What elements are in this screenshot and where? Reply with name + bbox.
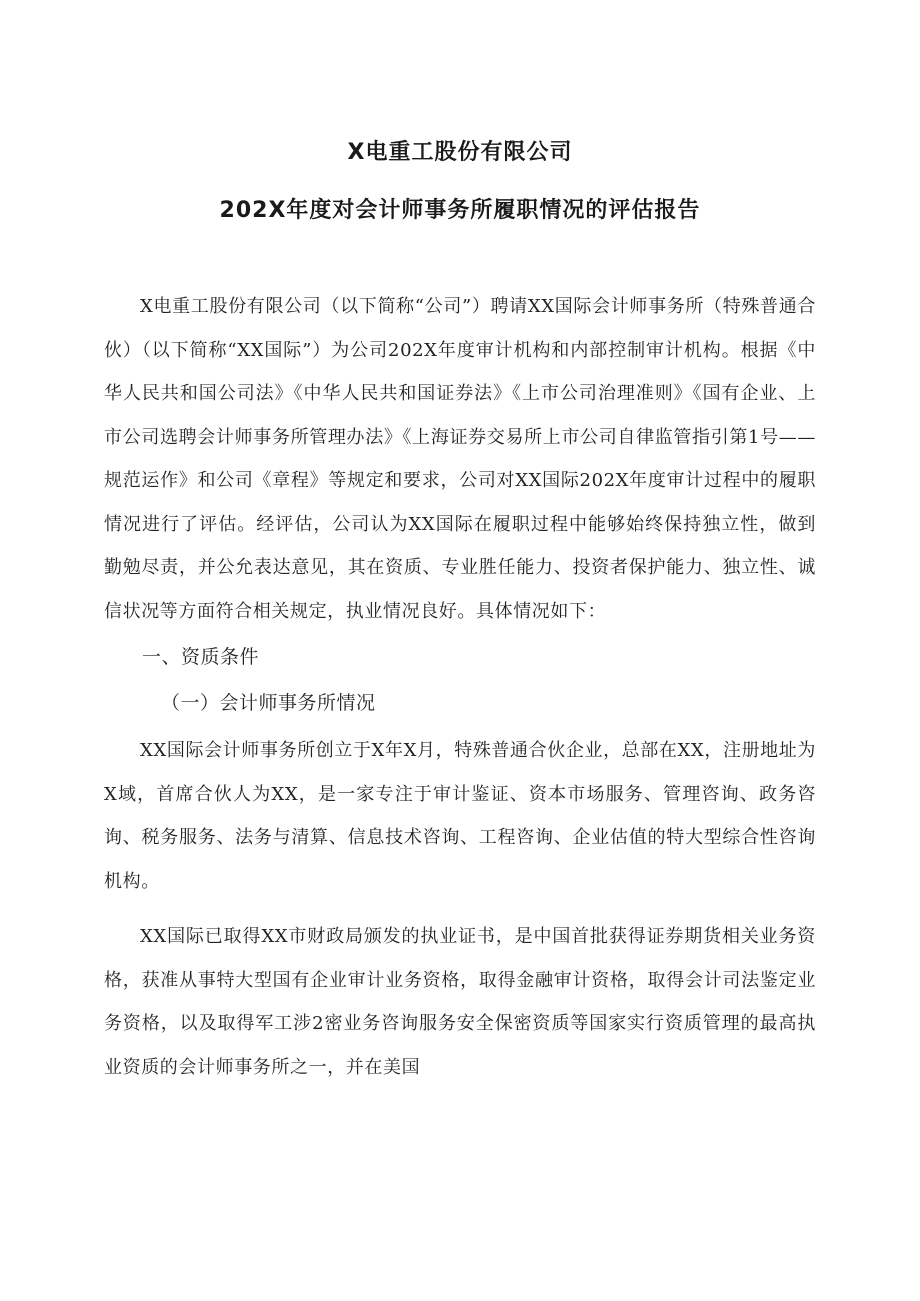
subsection-heading-firm-info: （一）会计师事务所情况 bbox=[161, 692, 376, 714]
section-heading-qualifications: 一、资质条件 bbox=[142, 646, 260, 668]
intro-paragraph: X电重工股份有限公司（以下简称“公司”）聘请XX国际会计师事务所（特殊普通合伙）（以下简称“XX国际”）为公司202X年度审计机构和内部控制审计机构。根据《中华人民共和国公司法》《中华人民共和国证券法》《上市公司治理准则》《国有企业、上市公司选聘会计师事务所管理办法》《上海证券交易所上市公司自律监管指引第1号——规范运作》和公司《章程》等规定和要求，公司对XX国际202X年度审计过程中的履职情况进行了评估。经评估，公司认为XX国际在履职过程中能够始终保持独立性，做到勤勉尽责，并公允表达意见，其在资质、专业胜任能力、投资者保护能力、独立性、诚信状况等方面符合相关规定，执业情况良好。具体情况如下： bbox=[104, 296, 816, 622]
document-body bbox=[104, 285, 816, 1089]
report-title: 202X年度对会计师事务所履职情况的评估报告 bbox=[219, 198, 701, 223]
company-title: X电重工股份有限公司 bbox=[347, 140, 573, 165]
title-block bbox=[104, 0, 816, 229]
firm-qualification-paragraph: XX国际已取得XX市财政局颁发的执业证书，是中国首批获得证券期货相关业务资格，获准从事特大型国有企业审计业务资格，取得金融审计资格，取得会计司法鉴定业务资格，以及取得军工涉2密业务咨询服务安全保密资质等国家实行资质管理的最高执业资质的会计师事务所之一，并在美国 bbox=[104, 926, 816, 1078]
firm-info-paragraph: XX国际会计师事务所创立于X年X月，特殊普通合伙企业，总部在XX，注册地址为X域，首席合伙人为XX，是一家专注于审计鉴证、资本市场服务、管理咨询、政务咨询、税务服务、法务与清算、信息技术咨询、工程咨询、企业估值的特大型综合性咨询机构。 bbox=[104, 740, 816, 892]
